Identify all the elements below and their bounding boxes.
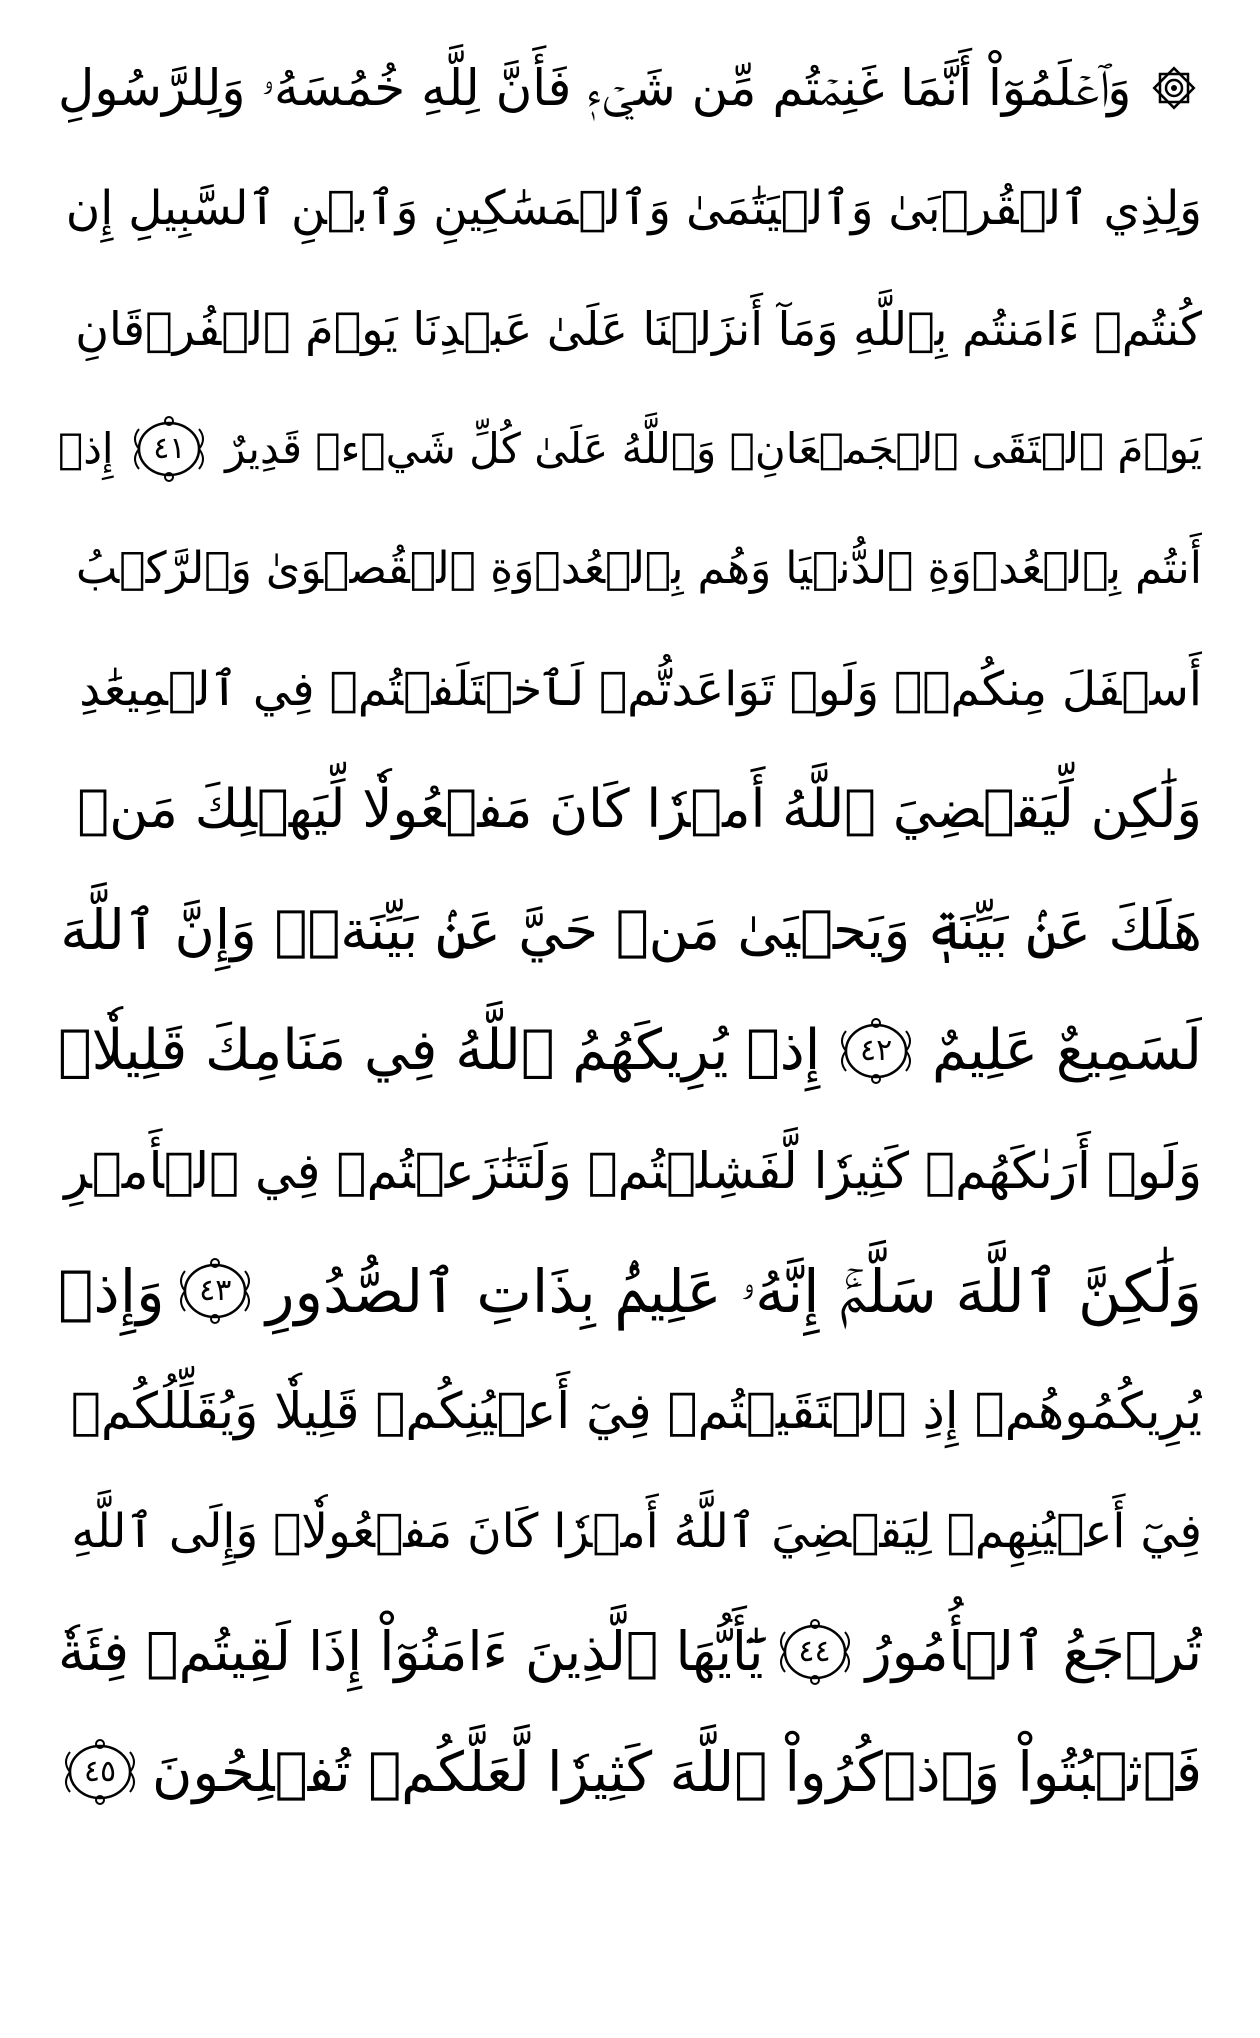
text-line-1 <box>58 28 1202 148</box>
verse-text: وَإِذۡ <box>58 1256 165 1326</box>
verse-text: يَوۡمَ ٱلۡتَقَى ٱلۡجَمۡعَانِۗ وَٱللَّهُ عَلَىٰ كُلِّ شَيۡءٖ قَدِيرٌ <box>225 424 1202 474</box>
text-line-14 <box>58 1592 1202 1712</box>
verse-text: كُنتُمۡ ءَامَنتُم بِٱللَّهِ وَمَآ أَنزَلۡنَا عَلَىٰ عَبۡدِنَا يَوۡمَ ٱلۡفُرۡقَانِ <box>75 301 1202 356</box>
verse-text: وَٱعۡلَمُوٓاْ أَنَّمَا غَنِمۡتُم مِّن شَيۡءٖ فَأَنَّ لِلَّهِ خُمُسَهُۥ وَلِلرَّسُولِ <box>58 59 1132 118</box>
text-line-5 <box>58 509 1202 629</box>
text-line-13 <box>58 1472 1202 1592</box>
verse-text: إِذۡ يُرِيكَهُمُ ٱللَّهُ فِي مَنَامِكَ قَلِيلٗاۖ <box>58 1017 821 1083</box>
ayah-number: ٤٢ <box>860 1032 893 1068</box>
text-line-7 <box>58 750 1202 870</box>
verse-text: يُرِيكُمُوهُمۡ إِذِ ٱلۡتَقَيۡتُمۡ فِيٓ أَعۡيُنِكُمۡ قَلِيلٗا وَيُقَلِّلُكُمۡ <box>70 1382 1202 1441</box>
verse-text: لَسَمِيعٌ عَلِيمٌ <box>931 1017 1202 1083</box>
text-line-12 <box>58 1351 1202 1471</box>
verse-text: أَسۡفَلَ مِنكُمۡۚ وَلَوۡ تَوَاعَدتُّمۡ لَٱخۡتَلَفۡتُمۡ فِي ٱلۡمِيعَٰدِ <box>79 662 1202 718</box>
text-line-6 <box>58 629 1202 749</box>
text-line-11 <box>58 1231 1202 1351</box>
verse-text: تُرۡجَعُ ٱلۡأُمُورُ <box>865 1620 1202 1683</box>
ayah-number-marker <box>834 1015 918 1087</box>
ayah-number: ٤٣ <box>199 1273 232 1309</box>
ayah-number-marker <box>773 1616 857 1688</box>
ayah-number: ٤١ <box>153 431 186 467</box>
text-line-9 <box>58 990 1202 1110</box>
verse-text: هَلَكَ عَنۢ بَيِّنَةٖ وَيَحۡيَىٰ مَنۡ حَيَّ عَنۢ بَيِّنَةٖۗ وَإِنَّ ٱللَّهَ <box>60 897 1202 962</box>
text-line-4 <box>58 389 1202 509</box>
text-line-15 <box>58 1712 1202 1832</box>
ayah-number-marker <box>173 1255 257 1327</box>
verse-text: فِيٓ أَعۡيُنِهِمۡ لِيَقۡضِيَ ٱللَّهُ أَمۡرٗا كَانَ مَفۡعُولٗاۗ وَإِلَى ٱللَّهِ <box>71 1504 1202 1560</box>
ayah-number-marker <box>127 413 211 485</box>
text-line-8 <box>58 870 1202 990</box>
rub-el-hizb-icon <box>1146 60 1202 116</box>
verse-text: أَنتُم بِٱلۡعُدۡوَةِ ٱلدُّنۡيَا وَهُم بِٱلۡعُدۡوَةِ ٱلۡقُصۡوَىٰ وَٱلرَّكۡبُ <box>76 543 1202 595</box>
ayah-number: ٤٤ <box>798 1634 831 1669</box>
ayah-number: ٤٥ <box>83 1754 117 1790</box>
verse-text: إِذۡ <box>58 424 114 474</box>
verse-text: وَلَوۡ أَرَىٰكَهُمۡ كَثِيرٗا لَّفَشِلۡتُمۡ وَلَتَنَٰزَعۡتُمۡ فِي ٱلۡأَمۡرِ <box>64 1141 1202 1200</box>
verse-text: وَلِذِي ٱلۡقُرۡبَىٰ وَٱلۡيَتَٰمَىٰ وَٱلۡمَسَٰكِينِ وَٱبۡنِ ٱلسَّبِيلِ إِن <box>65 180 1202 236</box>
verse-text: وَلَٰكِنَّ ٱللَّهَ سَلَّمَۚ إِنَّهُۥ عَلِيمُۢ بِذَاتِ ٱلصُّدُورِ <box>265 1256 1202 1326</box>
text-line-10 <box>58 1111 1202 1231</box>
verse-text: يَٰٓأَيُّهَا ٱلَّذِينَ ءَامَنُوٓاْ إِذَا لَقِيتُمۡ فِئَةٗ <box>58 1620 764 1683</box>
text-line-2 <box>58 148 1202 268</box>
text-line-3 <box>58 269 1202 389</box>
verse-text: وَلَٰكِن لِّيَقۡضِيَ ٱللَّهُ أَمۡرٗا كَانَ مَفۡعُولٗا لِّيَهۡلِكَ مَنۡ <box>77 779 1202 841</box>
ayah-number-marker <box>58 1736 142 1808</box>
verse-text: فَٱثۡبُتُواْ وَٱذۡكُرُواْ ٱللَّهَ كَثِيرٗا لَّعَلَّكُمۡ تُفۡلِحُونَ <box>152 1739 1202 1804</box>
